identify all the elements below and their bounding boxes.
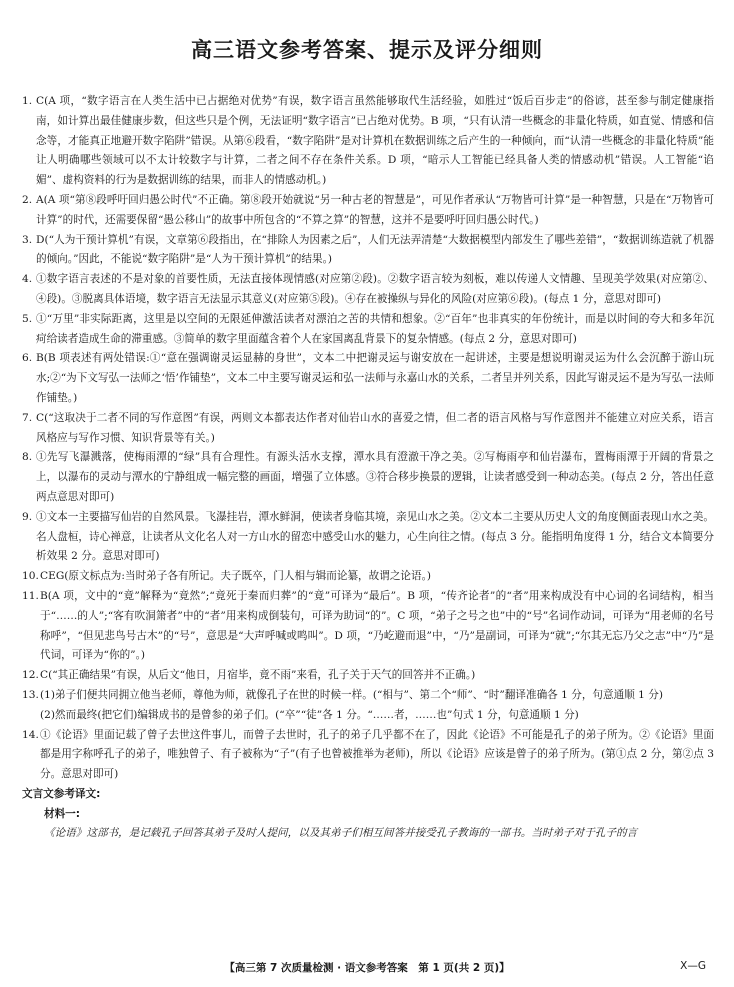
item-number: 5.	[22, 312, 33, 325]
answer-item-1	[22, 92, 714, 191]
answer-item-4	[22, 270, 714, 310]
answer-item-14	[22, 726, 714, 785]
item-number: 6.	[22, 352, 33, 365]
item-text: C(“这取决于二者不同的写作意图”有误，两则文本都表达作者对仙岩山水的喜爱之情，但二者的语言风格与写作意图并不能建立对应关系，语言风格应与写作习惯、知识背景等有关。)	[36, 411, 714, 444]
item-text: C(“其正确结果”有误，从后文“他日，月宿毕，竟不雨”来看，孔子关于天气的回答并不正确。)	[40, 669, 476, 682]
material-heading: 材料一:	[44, 807, 81, 820]
answer-item-8	[22, 448, 714, 507]
item-text: ①《论语》里面记载了曾子去世这件事儿，而曾子去世时，孔子的弟子几乎都不在了，因此《论语》不可能是孔子的弟子所为。②《论语》里面都是用字称呼孔子的弟子，唯独曾子、有子被称为“子”(有子也曾被推举为老师)，所以《论语》应该是曾子的弟子所为。(第①点 2 分，第②点 3 分。意思对即可)	[40, 728, 714, 781]
item-text: ①数字语言表述的不是对象的首要性质，无法直接体现情感(对应第②段)。②数字语言较为刻板，难以传递人文情趣、呈现美学效果(对应第②、④段)。③脱离具体语境，数字语言无法显示其意义(对应第⑤段)。④存在被操纵与异化的风险(对应第⑥段)。(每点 1 分，意思对即可)	[36, 273, 714, 305]
item-number: 7.	[22, 411, 33, 424]
footer-code: X—G	[680, 960, 706, 972]
translation-heading: 文言文参考译文:	[22, 787, 101, 800]
answer-item-9	[22, 508, 714, 567]
answer-item-5	[22, 310, 714, 350]
item-text: ①文本一主要描写仙岩的自然风景。飞瀑挂岩，潭水鲜洞，使读者身临其境，亲见山水之美。②文本二主要从历史人文的角度侧面表现山水之美。名人盘桓，诗心禅意，让读者从文化名人对一方山水的留恋中感受山水的魅力，心生向往之情。(每点 3 分。能指明角度得 1 分，结合文本简要分析效果 2 分。意思对即可)	[36, 510, 714, 563]
item-number: 9.	[22, 510, 33, 523]
item-text: ①“万里”非实际距离，这里是以空间的无限延伸激活读者对漂泊之苦的共情和想象。②“百年”也非真实的年份统计，而是以时间的夸大和多年沉疴给读者造成生命的滞重感。③简单的数字里面蕴含着个人在家国离乱背景下的复杂情感。(每点 2 分，意思对即可)	[36, 312, 714, 345]
translation-text: 《论语》这部书，是记载孔子回答其弟子及时人提问，以及其弟子们相互间答并接受孔子教诲的一部书。当时弟子对于孔子的言	[44, 827, 638, 840]
answer-item-7	[22, 409, 714, 449]
item-text: ①先写飞瀑溅落，使梅雨潭的“绿”具有合理性。有源头活水支撑，潭水具有澄澈干净之美。②写梅雨亭和仙岩瀑布，置梅雨潭于开阔的背景之上，以瀑布的灵动与潭水的宁静组成一幅完整的画面，增强了立体感。③符合移步换景的逻辑，让读者感受到一种动态美。(每点 2 分，答出任意两点意思对即可)	[36, 451, 714, 503]
item-number: 14.	[22, 728, 39, 741]
item-number: 13.	[22, 688, 39, 701]
answer-list	[22, 92, 714, 844]
item-text: CEG(原文标点为:当时弟子各有所记。夫子既卒，门人相与辑而论纂，故谓之论语。)	[40, 570, 432, 583]
item-text-part-1: (1)弟子们便共同拥立他当老师，尊他为师，就像孔子在世的时候一样。(“相与”、第二个“师”、“时”翻译准确各 1 分，句意通顺 1 分)	[40, 688, 663, 701]
item-number: 10.	[22, 570, 39, 583]
item-number: 3.	[22, 233, 33, 246]
answer-item-10	[22, 567, 714, 587]
answer-item-2	[22, 191, 714, 231]
item-text-part-2: (2)然而最终(把它们)编辑成书的是曾参的弟子们。(“卒”“徒”各 1 分。“……者，……也”句式 1 分，句意通顺 1 分)	[40, 708, 579, 721]
answer-item-11	[22, 587, 714, 666]
answer-item-6	[22, 349, 714, 408]
item-text: B(A 项，文中的“竟”解释为“竟然”;“竟死于秦而归葬”的“竟”可译为“最后”。B 项，“传齐论者”的“者”用来构成没有中心词的名词结构，相当于“……的人”;“客有吹洞箫者”中的“者”用来构成倒装句，可译为助词“的”。C 项，“弟子之号之也”中的“号”名词作动词，可译为“用老师的名号称呼”，“但见悲鸟号古木”的“号”，意思是“大声呼喊或鸣叫”。D 项，“乃屹避而退”中，“乃”是副词，可译为“就”;“尔其无忘乃父之志”中“乃”是代词，可译为“你的”。)	[40, 589, 714, 662]
item-text: A(A 项“第⑧段呼吁回归愚公时代”不正确。第⑧段开始就说“另一种古老的智慧是”，可见作者承认“万物皆可计算”是一种智慧，只是在“万物皆可计算”的时代，还需要保留“愚公移山”的故事中所包含的“不算之算”的智慧，这并不是要呼吁回归愚公时代。)	[36, 193, 714, 226]
item-text: D(“人为干预计算机”有误，文章第⑥段指出，在“排除人为因素之后”，人们无法弄清楚“大数据模型内部发生了哪些差错”，“数据训练造就了机器的倾向。”因此，不能说“数字陷阱”是“人为干预计算机”的结果。)	[36, 233, 714, 266]
item-number: 1.	[22, 95, 33, 107]
item-text: B(B 项表述有两处错误:①“意在强调谢灵运显赫的身世”，文本二中把谢灵运与谢安放在一起讲述，主要是想说明谢灵运为什么会沉醉于游山玩水;②“为下文写弘一法师之‘悟’作铺垫”，文本二中主要写谢灵运和弘一法师与永嘉山水的关系，二者呈并列关系，因此写谢灵运不是为写弘一法师作铺垫。)	[36, 352, 714, 404]
item-number: 2.	[22, 193, 33, 206]
footer-page-info: 【高三第 7 次质量检测 · 语文参考答案 第 1 页(共 2 页)】	[224, 962, 510, 974]
answer-item-13	[22, 686, 714, 726]
answer-item-3	[22, 231, 714, 271]
item-number: 8.	[22, 451, 33, 464]
item-number: 11.	[22, 589, 39, 602]
page-title: 高三语文参考答案、提示及评分细则	[191, 38, 543, 62]
item-text: C(A 项，“数字语言在人类生活中已占据绝对优势”有误，数字语言虽然能够取代生活经验，如胜过“饭后百步走”的俗谚，甚至参与制定健康指南，如计算出最佳健康步数，但这些只是个例，无法证明“数字语言”已占绝对优势。B 项，“只有认清一些概念的非量化特质，如直觉、情感和信念等，才能真正地避开数字陷阱”错误。从第⑥段看，“数字陷阱”是对计算机在数据训练之后产生的一种倾向，而“认清一些概念的非量化特质”能让人明确哪些领域可以不太计较数字与计算，二者之间不存在条件关系。D 项，“暗示人工智能已经具备人类的情感动机”错误。人工智能“谄媚”、虚构资料的行为是数据训练的结果，而非人的情感动机。)	[36, 95, 714, 187]
answer-item-12	[22, 666, 714, 686]
item-number: 12.	[22, 669, 39, 682]
item-number: 4.	[22, 273, 33, 286]
